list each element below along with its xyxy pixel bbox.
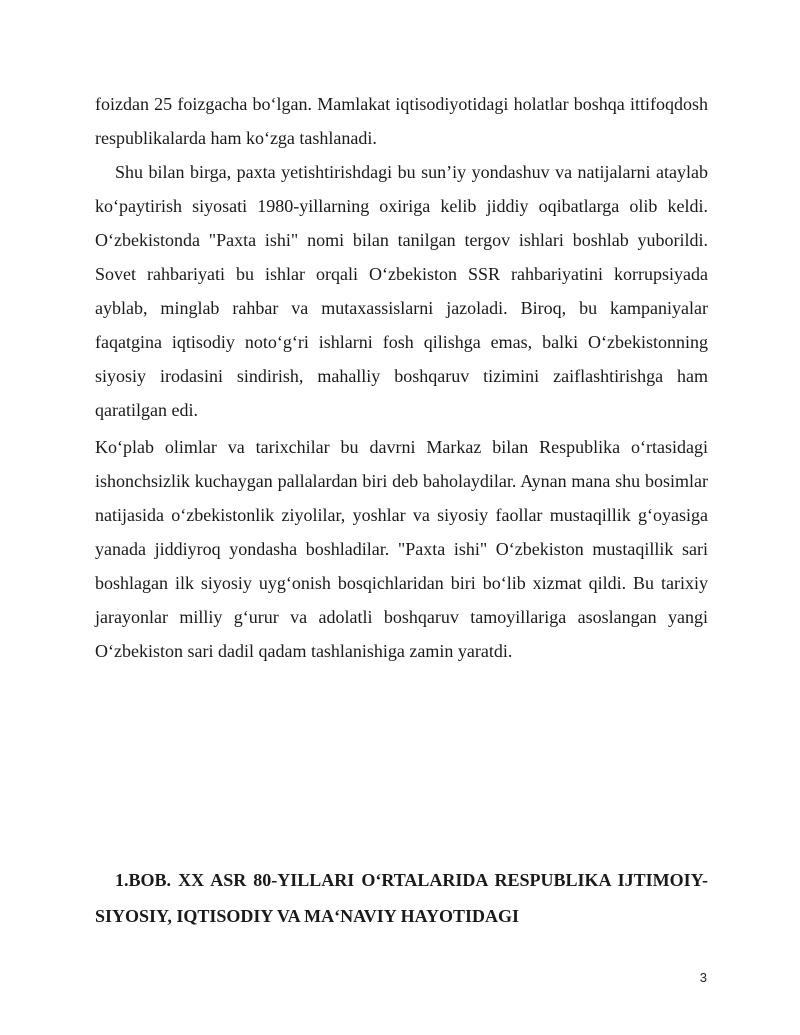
paragraph-text: foizdan 25 foizgacha bo‘lgan. Mamlakat iqtisodiyotidagi holatlar boshqa ittifoqdosh respublikalarda ham ko‘zga tashlanadi. — [95, 94, 708, 148]
body-paragraph — [95, 87, 708, 155]
paragraph-text: Ko‘plab olimlar va tarixchilar bu davrni Markaz bilan Respublika o‘rtasidagi ishonchsizlik kuchaygan pallalardan biri deb baholaydilar. Aynan mana shu bosimlar natijasida o‘zbekistonlik ziyolilar, yoshlar va siyosiy faollar mustaqillik g‘oyasiga yanada jiddiyroq yondasha boshladilar. "Paxta ishi" O‘zbekiston mustaqillik sari boshlagan ilk siyosiy uyg‘onish bosqichlaridan biri bo‘lib xizmat qildi. Bu tarixiy jarayonlar milliy g‘urur va adolatli boshqaruv tamoyillariga asoslangan yangi O‘zbekiston sari dadil qadam tashlanishiga zamin yaratdi. — [95, 437, 708, 661]
page-number: 3 — [699, 970, 707, 985]
body-paragraph — [95, 155, 708, 427]
chapter-heading: 1.BOB. XX ASR 80-YILLARI O‘RTALARIDA RESPUBLIKA IJTIMOIY-SIYOSIY, IQTISODIY VA MA‘NAVIY HAYOTIDAGI — [95, 870, 708, 926]
paragraph-text: Shu bilan birga, paxta yetishtirishdagi bu sun’iy yondashuv va natijalarni ataylab ko‘paytirish siyosati 1980-yillarning oxiriga kelib jiddiy oqibatlarga olib keldi. O‘zbekistonda "Paxta ishi" nomi bilan tanilgan tergov ishlari boshlab yuborildi. Sovet rahbariyati bu ishlar orqali O‘zbekiston SSR rahbariyatini korrupsiyada ayblab, minglab rahbar va mutaxassislarni jazoladi. Biroq, bu kampaniyalar faqatgina iqtisodiy noto‘g‘ri ishlarni fosh qilishga emas, balki O‘zbekistonning siyosiy irodasini sindirish, mahalliy boshqaruv tizimini zaiflashtirishga ham qaratilgan edi. — [95, 162, 708, 420]
body-paragraph — [95, 430, 708, 668]
